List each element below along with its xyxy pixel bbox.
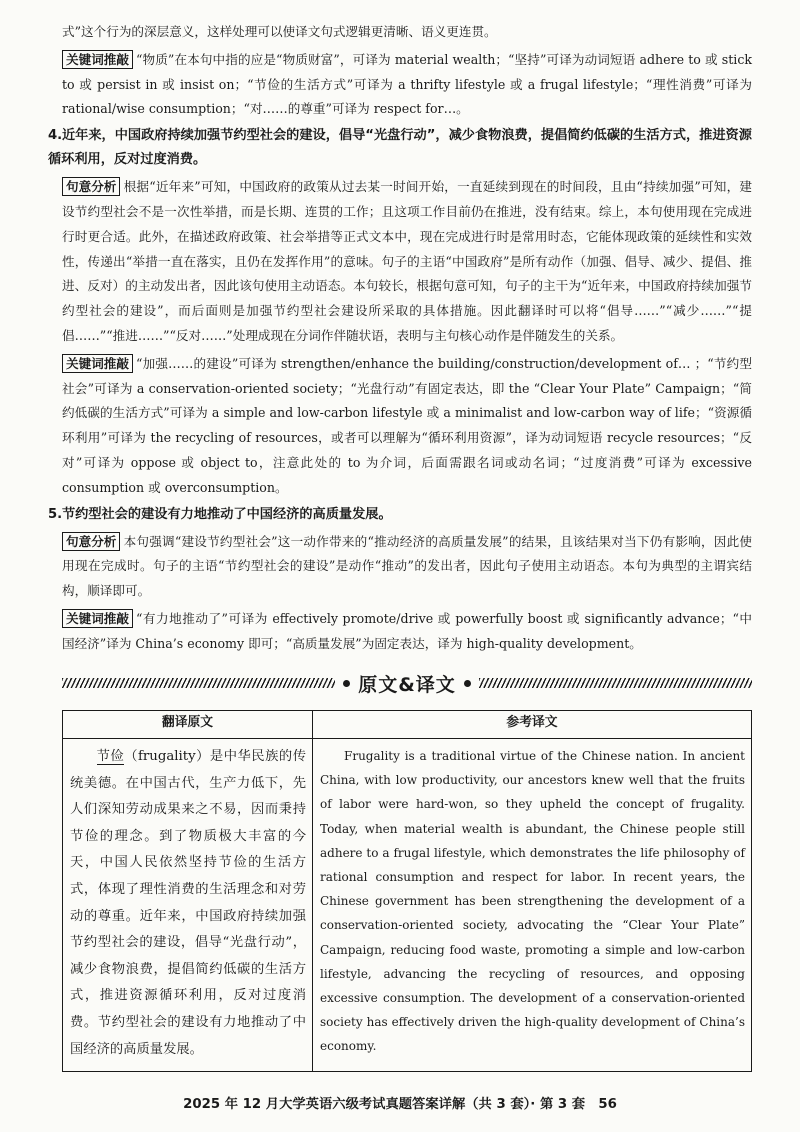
q3-keywords-text: “物质”在本句中指的应是“物质财富”，可译为 material wealth；“坚持”可译为动词短语 adhere to 或 stick to 或 persist in 或 insist on；“节俭的生活方式”可译为 a thrifty lifestyle 或 a frugal lifestyle；“理性消费”可译为 rational/wise consumption；“对……的尊重”可译为 respect for…。 — [62, 51, 752, 117]
q4-keywords-text: “加强……的建设”可译为 strengthen/enhance the building/construction/development of… ；“节约型社会”可译为 a conservation-oriented society；“光盘行动”有固定表达，即 the “Clear Your Plate” Campaign；“简约低碳的生活方式”可译为 a simple and low-carbon lifestyle 或 a minimalist and low-carbon way of life；“资源循环利用”可译为 the recycling of resources，或者可以理解为“循环利用资源”，译为动词短语 recycle resources；“反对”可译为 oppose 或 object to，注意此处的 to 为介词，后面需跟名词或动名词；“过度消费”可译为 excessive consumption 或 overconsumption。 — [62, 355, 752, 495]
bullet-dot-right — [464, 680, 471, 687]
source-text-cell — [63, 739, 313, 1072]
keyword-tag: 关键词推敲 — [62, 609, 133, 628]
bullet-dot-left — [343, 680, 350, 687]
reference-text: Frugality is a traditional virtue of the Chinese nation. In ancient China, with low productivity, our ancestors knew well that the fruits of labor were hard-won, so they upheld the concept of frugality. Today, when material wealth is abundant, the Chinese people still adhere to a frugal lifestyle, which demonstrates the life philosophy of rational consumption and respect for labor. In recent years, the Chinese government has been strengthening the development of a conservation-oriented society, advocating the “Clear Your Plate” Campaign, reducing food waste, promoting a simple and low-carbon lifestyle, advancing the recycling of resources, and opposing excessive consumption. The development of a conservation-oriented society has effectively driven the high-quality development of China’s economy. — [320, 749, 745, 1054]
section-title: 原文&译文 — [358, 673, 456, 696]
q4-sentence — [48, 124, 752, 172]
explanation-content — [48, 20, 752, 657]
table-row — [63, 739, 752, 1072]
header-reference: 参考译文 — [313, 711, 752, 739]
source-term: 节俭 — [96, 749, 125, 764]
q4-keywords — [62, 352, 752, 501]
q5-keywords — [62, 607, 752, 657]
table-header-row — [63, 711, 752, 739]
q5-sentence — [48, 503, 752, 527]
source-text — [70, 744, 306, 1063]
q4-text: 近年来，中国政府持续加强节约型社会的建设，倡导“光盘行动”，减少食物浪费，提倡简约低碳的生活方式，推进资源循环利用，反对过度消费。 — [48, 128, 752, 168]
page-footer: 2025 年 12 月大学英语六级考试真题答案详解（共 3 套）· 第 3 套 56 — [183, 1097, 617, 1112]
section-divider — [62, 670, 752, 696]
q5-keywords-text: “有力地推动了”可译为 effectively promote/drive 或 powerfully boost 或 significantly advance；“中国经济”译为 China’s economy 即可；“高质量发展”为固定表达，译为 high-quality development。 — [62, 610, 752, 651]
hatch-left — [62, 678, 335, 688]
q4-number: 4. — [48, 128, 63, 144]
q5-analysis — [62, 530, 752, 604]
translation-table — [62, 710, 752, 1072]
q5-number: 5. — [48, 506, 63, 522]
header-source: 翻译原文 — [63, 711, 313, 739]
q4-analysis-text: 根据“近年来”可知，中国政府的政策从过去某一时间开始，一直延续到现在的时间段，且由“持续加强”可知，建设节约型社会不是一次性举措，而是长期、连贯的工作；且这项工作目前仍在推进，没有结束。综上，本句使用现在完成进行时更合适。此外，在描述政府政策、社会举措等正式文本中，现在完成进行时是常用时态，它能体现政策的延续性和实效性，传递出“举措一直在落实，且仍在发挥作用”的意味。句子的主语“中国政府”是所有动作（加强、倡导、减少、提倡、推进、反对）的主动发出者，因此该句使用主动语态。本句较长，根据句意可知，句子的主干为“近年来，中国政府持续加强节约型社会的建设”，而后面则是加强节约型社会建设所采取的具体措施。因此翻译时可以将“倡导……”“减少……”“提倡……”“推进……”“反对……”处理成现在分词作伴随状语，表明与主句核心动作是伴随发生的关系。 — [62, 179, 752, 343]
q5-text: 节约型社会的建设有力地推动了中国经济的高质量发展。 — [62, 506, 392, 522]
analysis-tag: 句意分析 — [62, 177, 120, 196]
intro-line: 式”这个行为的深层意义，这样处理可以使译文句式逻辑更清晰、语义更连贯。 — [62, 24, 497, 39]
analysis-tag: 句意分析 — [62, 532, 120, 551]
keyword-tag: 关键词推敲 — [62, 354, 133, 373]
keyword-tag: 关键词推敲 — [62, 50, 133, 69]
q5-analysis-text: 本句强调“建设节约型社会”这一动作带来的“推动经济的高质量发展”的结果，且该结果对当下仍有影响，因此使用现在完成时。句子的主语“节约型社会的建设”是动作“推动”的发出者，因此句子使用主动语态。本句为典型的主谓宾结构，顺译即可。 — [62, 533, 752, 599]
source-body: （frugality）是中华民族的传统美德。在中国古代，生产力低下，先人们深知劳动成果来之不易，因而秉持节俭的理念。到了物质极大丰富的今天，中国人民依然坚持节俭的生活方式，体现了理性消费的生活理念和对劳动的尊重。近年来，中国政府持续加强节约型社会的建设，倡导“光盘行动”，减少食物浪费，提倡简约低碳的生活方式，推进资源循环利用，反对过度消费。节约型社会的建设有力地推动了中国经济的高质量发展。 — [70, 749, 306, 1057]
q3-keywords — [62, 48, 752, 122]
q4-analysis — [62, 175, 752, 349]
hatch-right — [479, 678, 752, 688]
reference-text-cell — [313, 739, 752, 1072]
